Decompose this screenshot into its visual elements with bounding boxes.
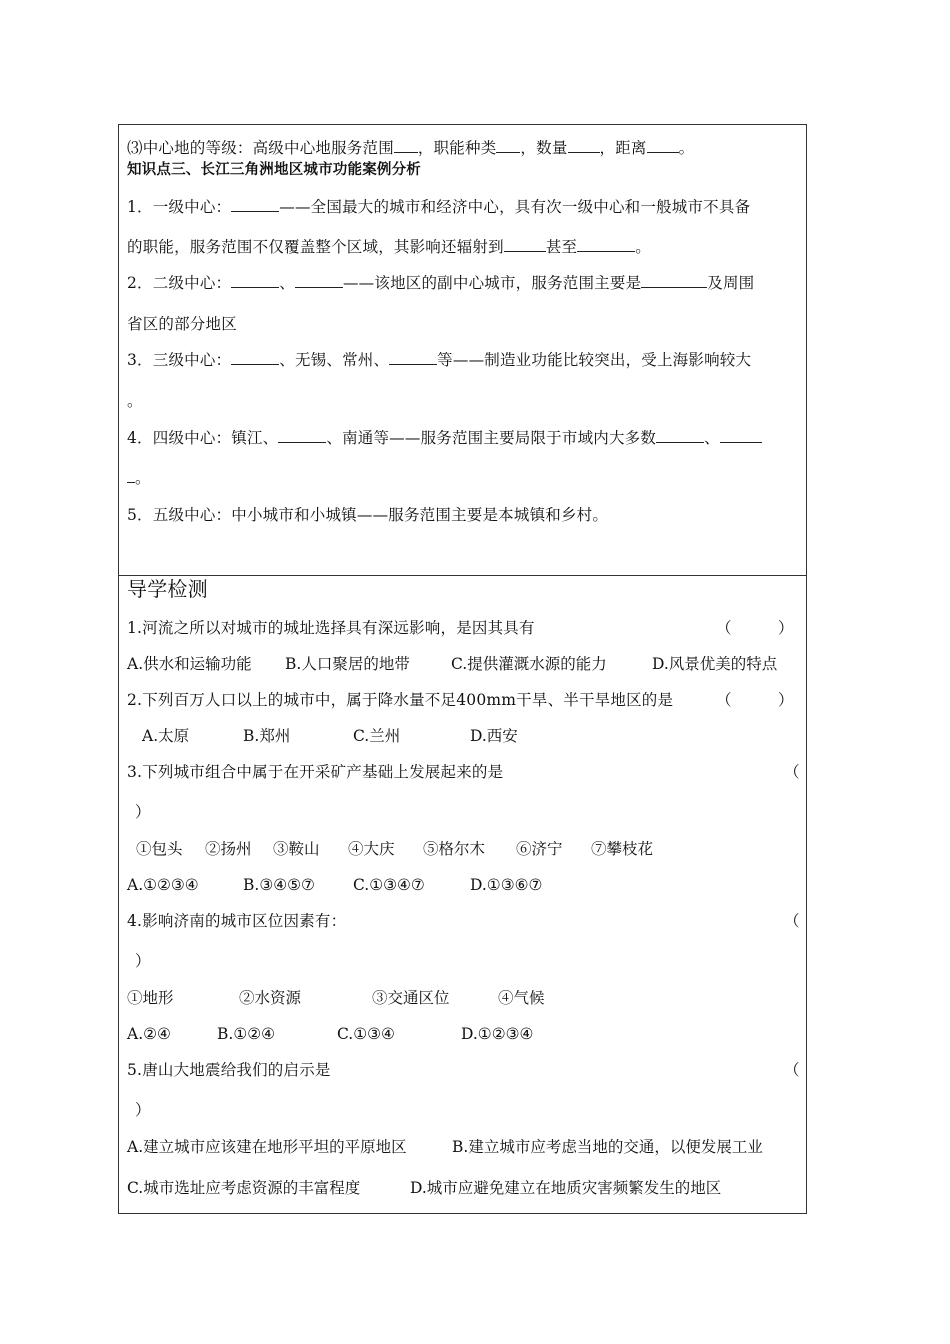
- q4-item: ④气候: [498, 989, 545, 1007]
- q2-option-b[interactable]: B.郑州: [243, 727, 291, 745]
- blank[interactable]: [641, 273, 707, 288]
- level2-cont-line: 省区的部分地区: [127, 315, 237, 333]
- level3-line: 3．三级中心： 、无锡、常州、 等——制造业功能比较突出，受上海影响较大: [127, 351, 752, 369]
- q3-option-d[interactable]: D.①③⑥⑦: [470, 876, 543, 894]
- answer-paren-close[interactable]: ）: [135, 803, 151, 821]
- level4-line: 4．四级中心：镇江、 、南通等——服务范围主要局限于市域内大多数 、: [127, 428, 800, 448]
- level2-line: 2．二级中心： 、 ——该地区的副中心城市，服务范围主要是 及周围: [127, 274, 755, 292]
- blank[interactable]: [231, 350, 279, 365]
- q2-option-d[interactable]: D.西安: [470, 727, 518, 745]
- q1-option-c[interactable]: C.提供灌溉水源的能力: [451, 655, 607, 673]
- q4-item: ②水资源: [239, 989, 302, 1007]
- q1-option-a[interactable]: A.供水和运输功能: [127, 655, 252, 673]
- q5-option-d[interactable]: D.城市应避免建立在地质灾害频繁发生的地区: [410, 1179, 722, 1197]
- blank[interactable]: [127, 468, 135, 483]
- answer-paren[interactable]: （ ）: [716, 619, 794, 637]
- blank[interactable]: [389, 350, 437, 365]
- blank[interactable]: [278, 428, 326, 443]
- blank[interactable]: [394, 138, 418, 153]
- blank[interactable]: [504, 237, 546, 252]
- quiz-title: 导学检测: [127, 577, 208, 601]
- answer-paren-close[interactable]: ）: [135, 952, 151, 970]
- question-3: 3.下列城市组合中属于在开采矿产基础上发展起来的是: [127, 763, 504, 781]
- q3-item: ③鞍山: [273, 840, 320, 858]
- blank[interactable]: [656, 428, 704, 443]
- blank[interactable]: [496, 138, 520, 153]
- level3-cont-line: 。: [127, 392, 143, 410]
- q3-option-b[interactable]: B.③④⑤⑦: [243, 876, 315, 894]
- knowledge-point-heading: 知识点三、长江三角洲地区城市功能案例分析: [127, 162, 421, 178]
- question-4: 4.影响济南的城市区位因素有：: [127, 912, 347, 930]
- answer-paren-close[interactable]: ）: [135, 1101, 151, 1119]
- q4-item: ①地形: [127, 989, 174, 1007]
- q4-item: ③交通区位: [372, 989, 450, 1007]
- q4-option-d[interactable]: D.①②③④: [461, 1025, 534, 1043]
- blank[interactable]: [720, 428, 762, 443]
- blank[interactable]: [231, 273, 279, 288]
- q3-item: ①包头: [136, 840, 183, 858]
- q4-option-c[interactable]: C.①③④: [337, 1025, 395, 1043]
- question-2: 2.下列百万人口以上的城市中，属于降水量不足400mm干旱、半干旱地区的是: [127, 691, 674, 709]
- q3-item: ⑤格尔木: [423, 840, 486, 858]
- q4-option-a[interactable]: A.②④: [127, 1025, 171, 1043]
- q2-option-c[interactable]: C.兰州: [353, 727, 401, 745]
- level5-line: 5．五级中心：中小城市和小城镇——服务范围主要是本城镇和乡村。: [127, 506, 609, 524]
- q5-option-a[interactable]: A.建立城市应该建在地形平坦的平原地区: [127, 1138, 407, 1156]
- blank[interactable]: [647, 138, 679, 153]
- q3-item: ⑦攀枝花: [591, 840, 654, 858]
- q3-item: ④大庆: [348, 840, 395, 858]
- q1-option-b[interactable]: B.人口聚居的地带: [285, 655, 410, 673]
- level1-cont-line: 的职能，服务范围不仅覆盖整个区域，其影响还辐射到 甚至 。: [127, 238, 651, 256]
- level4-cont-line: 。: [127, 468, 800, 488]
- q4-option-b[interactable]: B.①②④: [217, 1025, 276, 1043]
- central-place-grade-line: ⑶中心地的等级：高级中心地服务范围 ，职能种类 ，数量 ，距离 。: [127, 139, 695, 157]
- q3-item: ⑥济宁: [516, 840, 563, 858]
- answer-paren-open[interactable]: （: [784, 763, 800, 781]
- blank[interactable]: [577, 237, 635, 252]
- q2-option-a[interactable]: A.太原: [142, 727, 190, 745]
- q3-option-c[interactable]: C.①③④⑦: [353, 876, 425, 894]
- level1-line: 1．一级中心： ——全国最大的城市和经济中心，具有次一级中心和一般城市不具备: [127, 198, 751, 216]
- q1-option-d[interactable]: D.风景优美的特点: [652, 655, 778, 673]
- q5-option-c[interactable]: C.城市选址应考虑资源的丰富程度: [127, 1179, 361, 1197]
- blank[interactable]: [295, 273, 343, 288]
- q3-option-a[interactable]: A.①②③④: [127, 876, 199, 894]
- blank[interactable]: [568, 138, 600, 153]
- q3-item: ②扬州: [205, 840, 252, 858]
- answer-paren-open[interactable]: （: [784, 1061, 800, 1079]
- question-1: 1.河流之所以对城市的城址选择具有深远影响，是因其具有: [127, 619, 535, 637]
- blank[interactable]: [231, 197, 279, 212]
- answer-paren[interactable]: （ ）: [716, 691, 794, 709]
- question-5: 5.唐山大地震给我们的启示是: [127, 1061, 331, 1079]
- q5-option-b[interactable]: B.建立城市应考虑当地的交通，以便发展工业: [452, 1138, 763, 1156]
- answer-paren-open[interactable]: （: [784, 912, 800, 930]
